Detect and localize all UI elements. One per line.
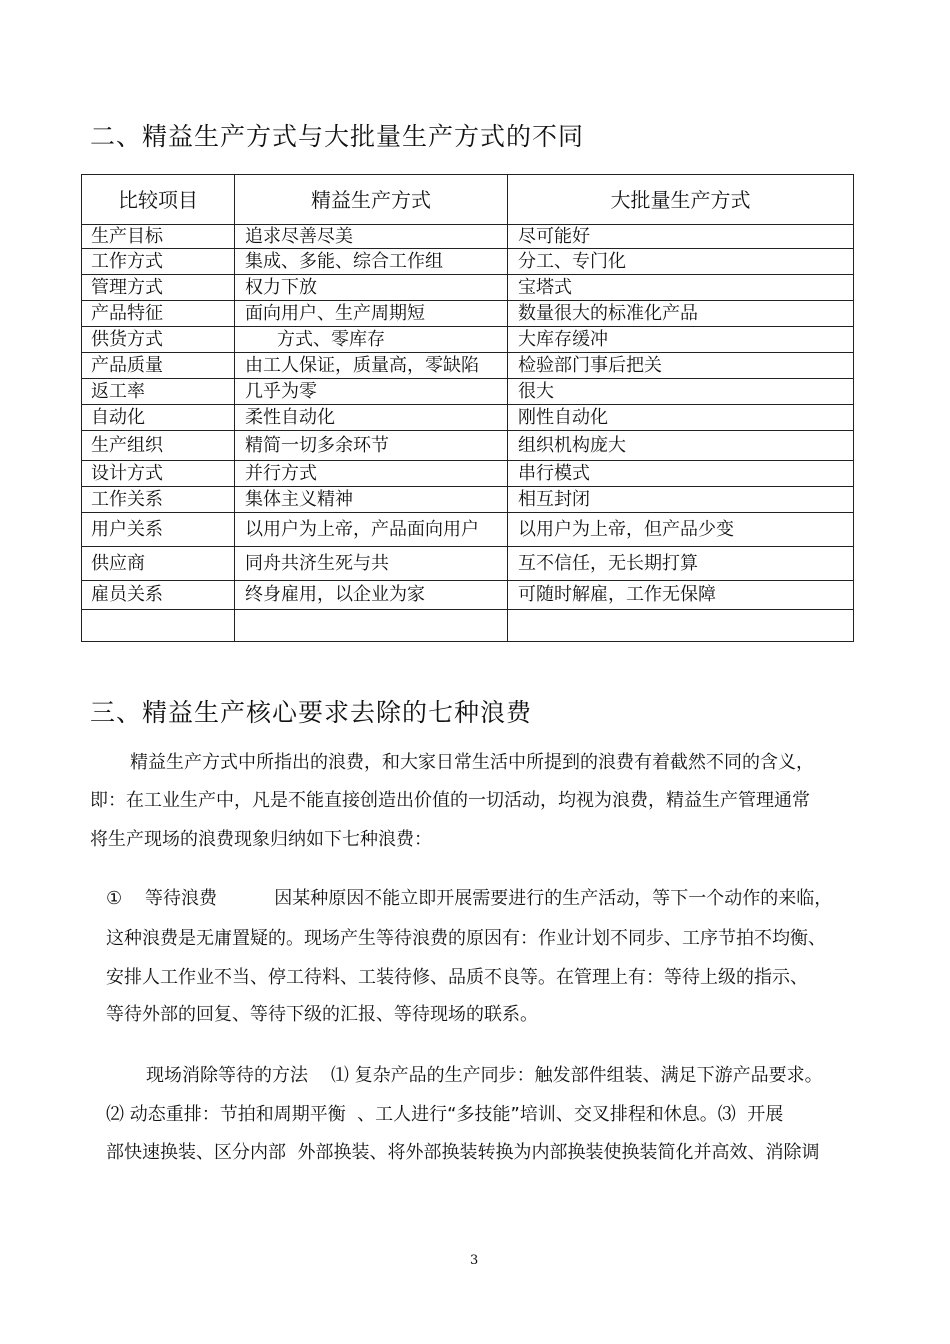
item1-line-2: 这种浪费是无庸置疑的。现场产生等待浪费的原因有：作业计划不同步、工序节拍不均衡、 [106, 928, 826, 949]
method-line-1: 现场消除等待的方法 ⑴ 复杂产品的生产同步：触发部件组装、满足下游产品要求。 [146, 1065, 823, 1086]
section-2-title: 二、精益生产方式与大批量生产方式的不同 [90, 122, 585, 151]
cell-lean: 面向用户、生产周期短 [235, 301, 508, 327]
table-row [82, 301, 854, 327]
cell-item: 产品特征 [82, 301, 235, 327]
table-row [82, 275, 854, 301]
section-3-title: 三、精益生产核心要求去除的七种浪费 [90, 698, 533, 727]
cell-item: 设计方式 [82, 461, 235, 487]
cell-mass: 刚性自动化 [508, 405, 854, 431]
item1-line-3: 安排人工作业不当、停工待料、工装待修、品质不良等。在管理上有：等待上级的指示、 [106, 967, 808, 988]
cell-mass: 分工、专门化 [508, 249, 854, 275]
header-compare-item: 比较项目 [82, 175, 235, 225]
table-row [82, 327, 854, 353]
cell-mass: 宝塔式 [508, 275, 854, 301]
table-row [82, 513, 854, 547]
table-row [82, 405, 854, 431]
cell-mass: 组织机构庞大 [508, 431, 854, 461]
cell-lean: 精简一切多余环节 [235, 431, 508, 461]
cell-mass: 串行模式 [508, 461, 854, 487]
cell-lean: 柔性自动化 [235, 405, 508, 431]
cell-lean: 几乎为零 [235, 379, 508, 405]
cell-item: 供货方式 [82, 327, 235, 353]
table-row [82, 610, 854, 642]
cell-lean: 以用户为上帝，产品面向用户 [235, 513, 508, 547]
cell-mass: 互不信任，无长期打算 [508, 547, 854, 581]
cell-item: 雇员关系 [82, 581, 235, 610]
page-number: 3 [470, 1253, 479, 1268]
header-mass: 大批量生产方式 [508, 175, 854, 225]
cell-lean: 同舟共济生死与共 [235, 547, 508, 581]
cell-item: 供应商 [82, 547, 235, 581]
cell-lean: 权力下放 [235, 275, 508, 301]
cell-item [82, 610, 235, 642]
cell-item: 返工率 [82, 379, 235, 405]
table-row [82, 249, 854, 275]
table-row [82, 353, 854, 379]
cell-lean: 追求尽善尽美 [235, 225, 508, 249]
intro-line-3: 将生产现场的浪费现象归纳如下七种浪费： [90, 829, 432, 850]
table-row [82, 487, 854, 513]
cell-mass: 检验部门事后把关 [508, 353, 854, 379]
table-row [82, 225, 854, 249]
cell-lean [235, 610, 508, 642]
header-lean: 精益生产方式 [235, 175, 508, 225]
cell-item: 管理方式 [82, 275, 235, 301]
cell-lean: 并行方式 [235, 461, 508, 487]
cell-lean: 方式、零库存 [235, 327, 508, 353]
item1-line-4: 等待外部的回复、等待下级的汇报、等待现场的联系。 [106, 1004, 538, 1025]
table-row [82, 547, 854, 581]
cell-mass: 可随时解雇，工作无保障 [508, 581, 854, 610]
cell-mass: 数量很大的标准化产品 [508, 301, 854, 327]
cell-mass: 相互封闭 [508, 487, 854, 513]
cell-item: 生产组织 [82, 431, 235, 461]
cell-item: 生产目标 [82, 225, 235, 249]
intro-line-1: 精益生产方式中所指出的浪费，和大家日常生活中所提到的浪费有着截然不同的含义， [130, 752, 814, 773]
item1-line-1: ① 等待浪费 因某种原因不能立即开展需要进行的生产活动，等下一个动作的来临， [106, 888, 833, 909]
cell-item: 工作方式 [82, 249, 235, 275]
table-header-row [82, 175, 854, 225]
cell-mass: 很大 [508, 379, 854, 405]
cell-item: 自动化 [82, 405, 235, 431]
comparison-table [81, 174, 854, 642]
cell-mass: 尽可能好 [508, 225, 854, 249]
cell-item: 产品质量 [82, 353, 235, 379]
cell-lean: 由工人保证，质量高，零缺陷 [235, 353, 508, 379]
table-row [82, 461, 854, 487]
table-row [82, 379, 854, 405]
cell-lean: 集体主义精神 [235, 487, 508, 513]
cell-lean: 终身雇用，以企业为家 [235, 581, 508, 610]
method-line-3: 部快速换装、区分内部 外部换装、将外部换装转换为内部换装使换装简化并高效、消除调 [106, 1142, 820, 1163]
cell-item: 工作关系 [82, 487, 235, 513]
table-row [82, 431, 854, 461]
cell-mass [508, 610, 854, 642]
table-row [82, 581, 854, 610]
cell-mass: 大库存缓冲 [508, 327, 854, 353]
cell-mass: 以用户为上帝，但产品少变 [508, 513, 854, 547]
method-line-2: ⑵ 动态重排：节拍和周期平衡 、工人进行“多技能”培训、交叉排程和休息。⑶ 开展 [106, 1104, 784, 1125]
intro-line-2: 即：在工业生产中，凡是不能直接创造出价值的一切活动，均视为浪费，精益生产管理通常 [90, 790, 810, 811]
cell-lean: 集成、多能、综合工作组 [235, 249, 508, 275]
cell-item: 用户关系 [82, 513, 235, 547]
